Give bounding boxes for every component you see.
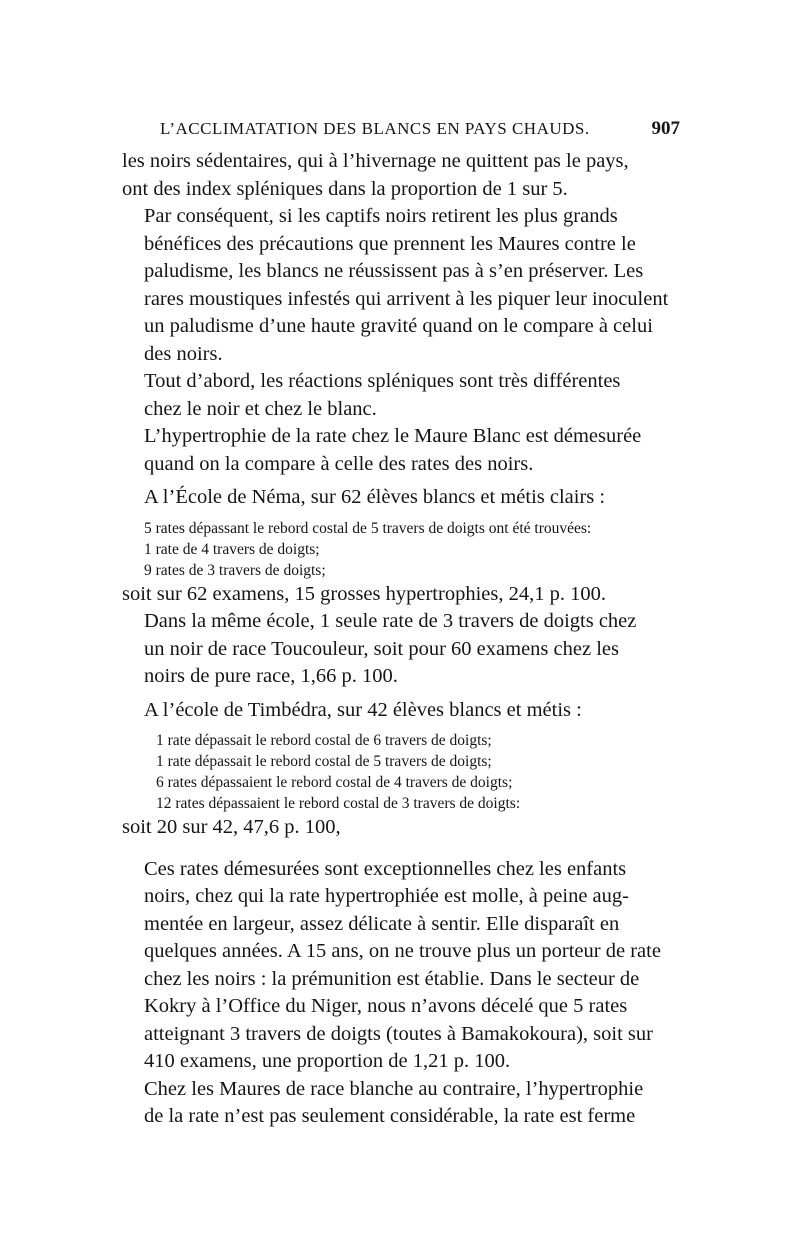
timbedra-result bbox=[122, 814, 680, 842]
list-item: 1 rate de 4 travers de doigts; bbox=[144, 540, 320, 558]
list-item: 1 rate dépassait le rebord costal de 6 travers de doigts; bbox=[156, 732, 492, 749]
text-line: quelques années. A 15 ans, on ne trouve plus un porteur de rate bbox=[144, 940, 661, 962]
text-line: chez le noir et chez le blanc. bbox=[144, 397, 377, 420]
list-item: 1 rate dépassait le rebord costal de 5 travers de doigts; bbox=[156, 753, 492, 770]
text-line: un noir de race Toucouleur, soit pour 60 examens chez les bbox=[144, 637, 619, 660]
text-line: noirs, chez qui la rate hypertrophiée est molle, à peine aug- bbox=[144, 885, 629, 907]
text-line: les noirs sédentaires, qui à l’hivernage ne quittent pas le pays, bbox=[122, 150, 629, 172]
timbedra-intro bbox=[122, 697, 680, 725]
timbedra-spleen-list bbox=[122, 730, 680, 814]
text-line: de la rate n’est pas seulement considérable, la rate est ferme bbox=[144, 1105, 636, 1127]
text-line: Par conséquent, si les captifs noirs retirent les plus grands bbox=[144, 205, 618, 227]
text-line: Kokry à l’Office du Niger, nous n’avons décelé que 5 rates bbox=[144, 995, 628, 1017]
text-line: Chez les Maures de race blanche au contraire, l’hypertrophie bbox=[144, 1077, 644, 1100]
paragraph bbox=[122, 203, 680, 368]
paragraph bbox=[122, 368, 680, 423]
text-line: bénéfices des précautions que prennent les Maures contre le bbox=[144, 232, 636, 255]
text-line: noirs de pure race, 1,66 p. 100. bbox=[144, 665, 398, 687]
text-line: A l’école de Timbédra, sur 42 élèves blancs et métis : bbox=[144, 698, 582, 721]
running-title: L’ACCLIMATATION DES BLANCS EN PAYS CHAUDS. bbox=[160, 119, 590, 138]
text-line: chez les noirs : la prémunition est établie. Dans le secteur de bbox=[144, 967, 640, 990]
list-item: 6 rates dépassaient le rebord costal de 4 travers de doigts; bbox=[156, 774, 513, 791]
paragraph bbox=[122, 1076, 680, 1131]
text-line: mentée en largeur, assez délicate à sentir. Elle disparaît en bbox=[144, 912, 620, 935]
text-line: ont des index spléniques dans la proportion de 1 sur 5. bbox=[122, 177, 568, 200]
text-line: soit 20 sur 42, 47,6 p. 100, bbox=[122, 816, 341, 838]
text-line: Tout d’abord, les réactions spléniques sont très différentes bbox=[144, 370, 621, 392]
paragraph bbox=[122, 856, 680, 1076]
paragraph-continuation bbox=[122, 148, 680, 203]
text-line: soit sur 62 examens, 15 grosses hypertrophies, 24,1 p. 100. bbox=[122, 582, 606, 605]
text-line: atteignant 3 travers de doigts (toutes à Bamakokoura), soit sur bbox=[144, 1022, 653, 1045]
text-line: L’hypertrophie de la rate chez le Maure Blanc est démesurée bbox=[144, 425, 642, 447]
nema-intro bbox=[122, 484, 680, 512]
paragraph bbox=[122, 608, 680, 691]
text-line: Dans la même école, 1 seule rate de 3 travers de doigts chez bbox=[144, 610, 637, 632]
text-line: A l’École de Néma, sur 62 élèves blancs et métis clairs : bbox=[144, 486, 606, 508]
page-number: 907 bbox=[651, 118, 680, 139]
list-item: 12 rates dépassaient le rebord costal de 3 travers de doigts: bbox=[156, 795, 521, 812]
text-line: des noirs. bbox=[144, 342, 223, 365]
text-line: quand on la compare à celle des rates des noirs. bbox=[144, 452, 534, 475]
text-line: Ces rates démesurées sont exceptionnelles chez les enfants bbox=[144, 857, 627, 880]
text-line: un paludisme d’une haute gravité quand on le compare à celui bbox=[144, 315, 653, 337]
text-line: 410 examens, une proportion de 1,21 p. 100. bbox=[144, 1050, 511, 1072]
list-item: 5 rates dépassant le rebord costal de 5 travers de doigts ont été trouvées: bbox=[144, 519, 592, 537]
list-item: 9 rates de 3 travers de doigts; bbox=[144, 561, 326, 579]
text-line: paludisme, les blancs ne réussissent pas à s’en préserver. Les bbox=[144, 260, 644, 282]
text-body bbox=[122, 148, 680, 1131]
paragraph bbox=[122, 423, 680, 478]
text-line: rares moustiques infestés qui arrivent à les piquer leur inoculent bbox=[144, 287, 669, 310]
running-header bbox=[160, 118, 680, 140]
nema-result bbox=[122, 581, 680, 609]
nema-spleen-list bbox=[122, 518, 680, 581]
